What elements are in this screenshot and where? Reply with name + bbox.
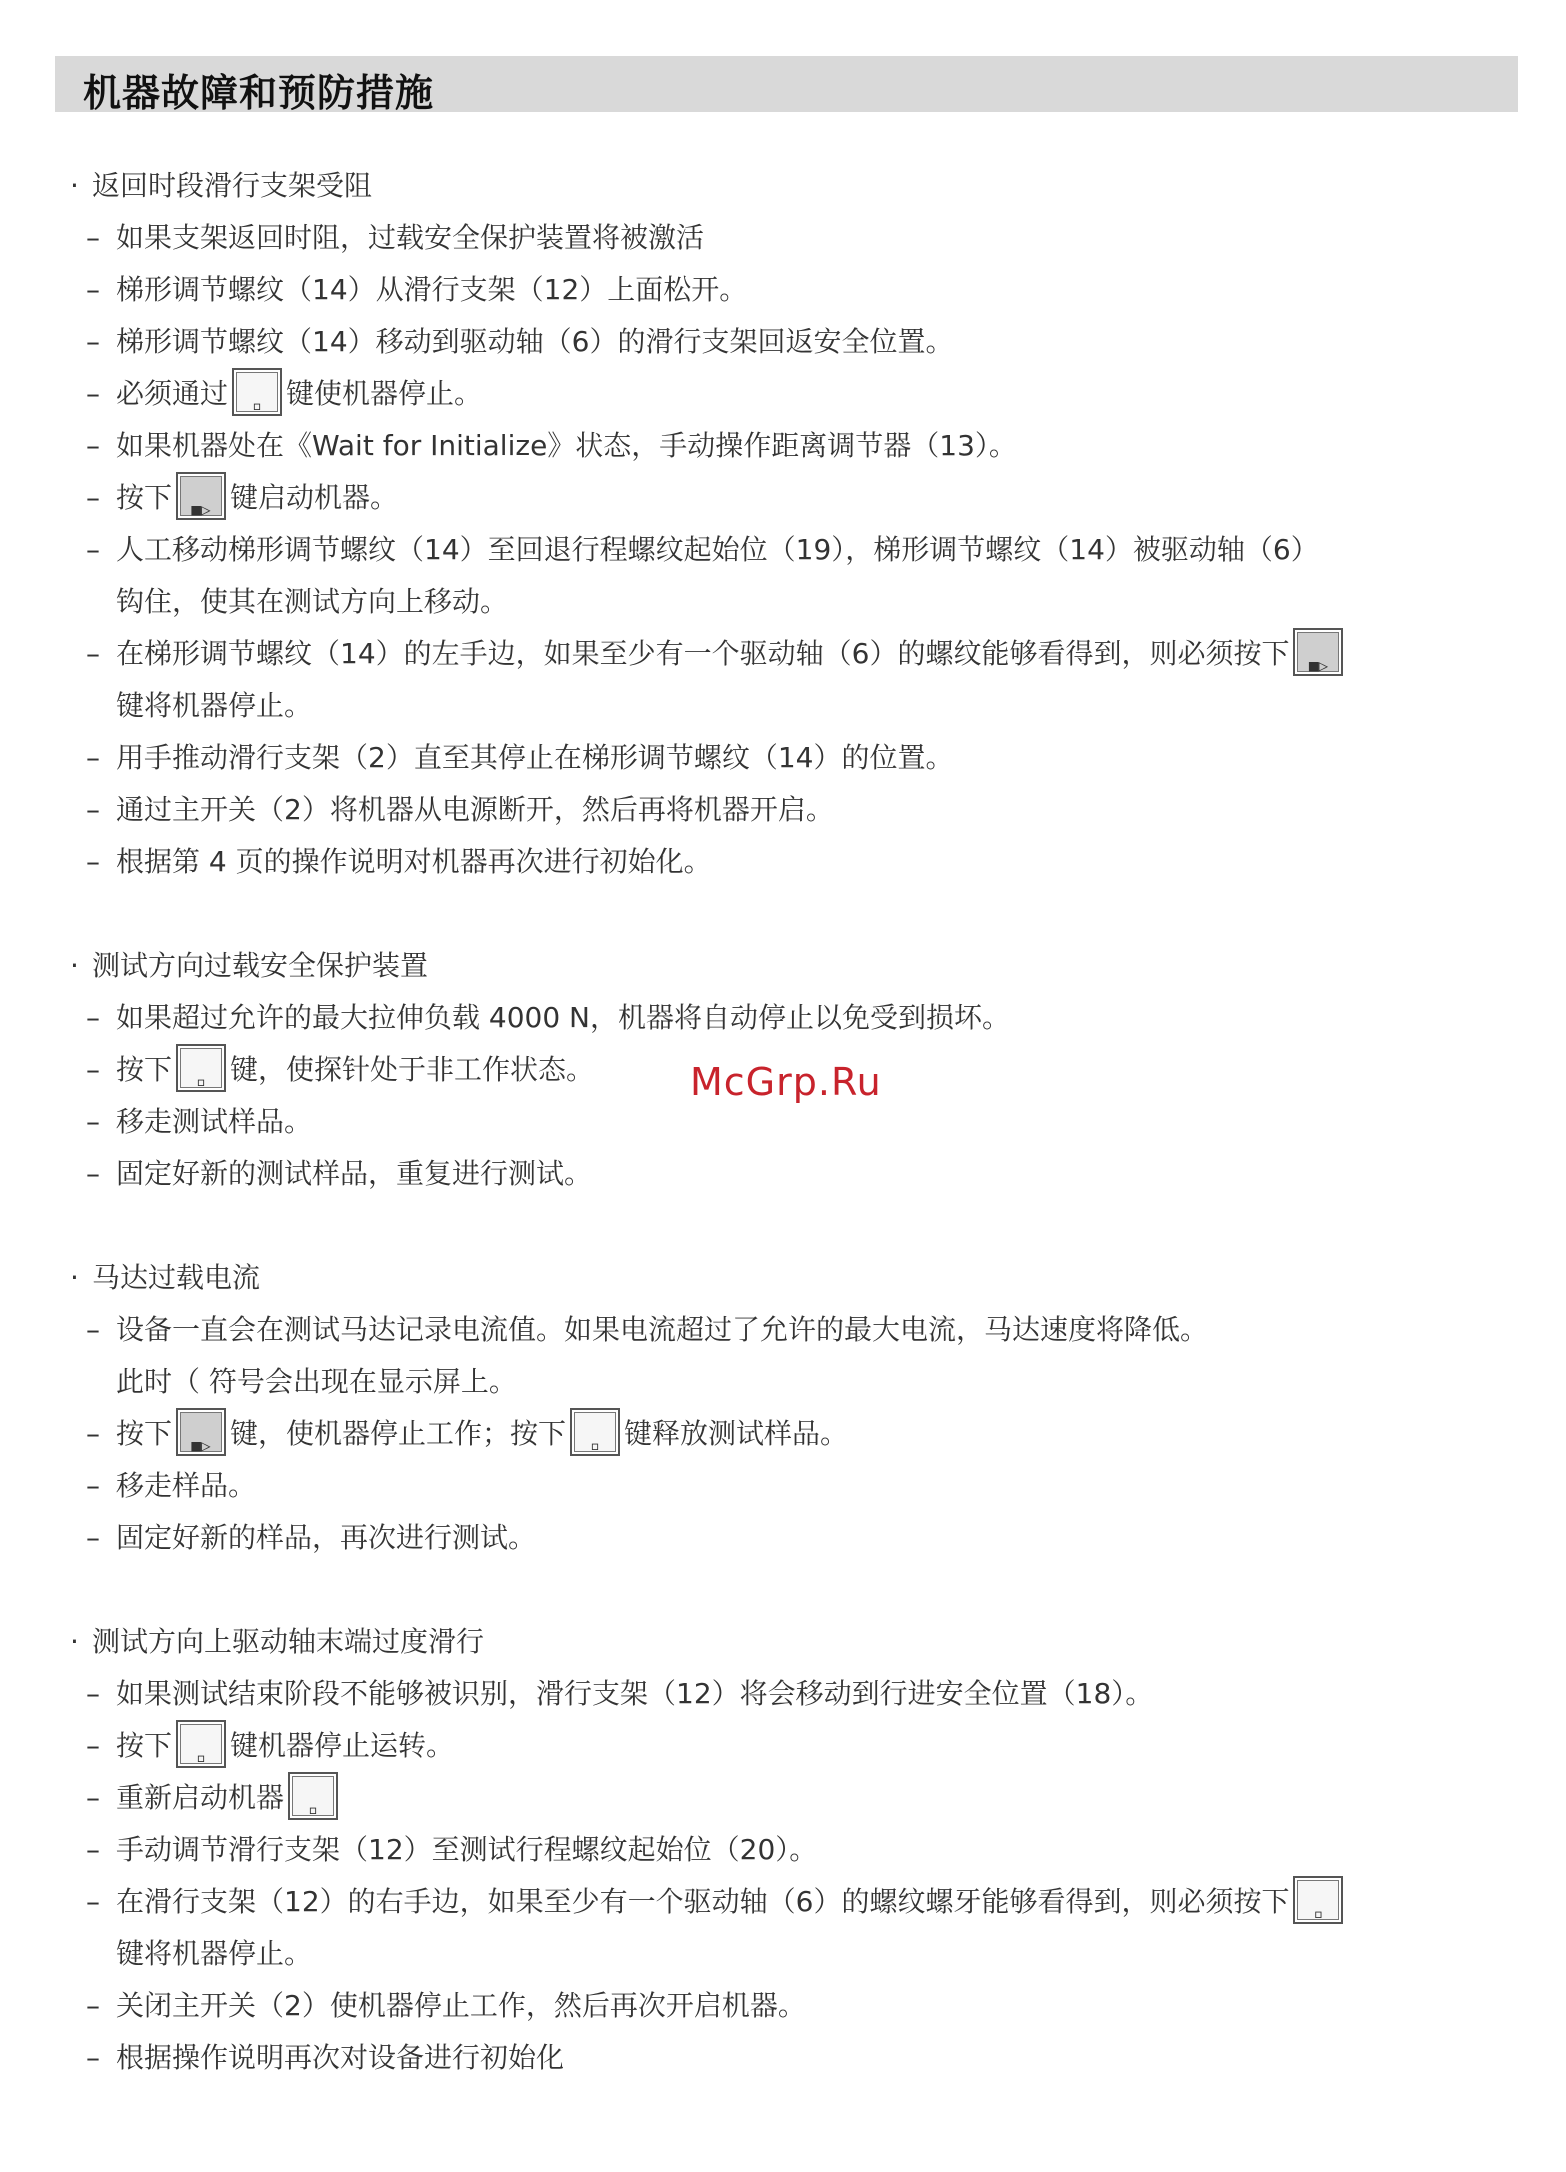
dash-marker: –: [86, 2041, 100, 2074]
list-item: [70, 1304, 1530, 1356]
item-text: 固定好新的样品，再次进行测试。: [116, 1521, 537, 1554]
bullet-dot: ·: [70, 949, 79, 982]
list-item: [70, 1148, 1530, 1200]
item-text: 如果超过允许的最大拉伸负载 4000 N，机器将自动停止以免受到损坏。: [116, 1001, 1011, 1034]
list-item: [70, 1772, 1530, 1824]
dash-marker: –: [86, 1157, 100, 1190]
dash-marker: –: [86, 325, 100, 358]
bullet-dot: ·: [70, 169, 79, 202]
section-heading: [70, 1616, 1530, 1668]
item-text: 手动调节滑行支架（12）至测试行程螺纹起始位（20）。: [116, 1833, 818, 1866]
dash-marker: –: [86, 1885, 100, 1918]
list-item: [70, 1980, 1530, 2032]
start-stop-key-icon: [1293, 628, 1343, 676]
item-text: 按下: [116, 481, 173, 514]
section-heading: [70, 160, 1530, 212]
key-glyph: ▫: [252, 396, 262, 415]
key-glyph: ▫: [196, 1072, 206, 1091]
dash-marker: –: [86, 1833, 100, 1866]
dash-marker: –: [86, 1417, 100, 1450]
key-glyph: ■▷: [191, 1436, 211, 1455]
dash-marker: –: [86, 1105, 100, 1138]
return-key-icon: [288, 1772, 338, 1820]
list-item: [70, 992, 1530, 1044]
item-text: 按下: [116, 1053, 173, 1086]
list-item: [70, 368, 1530, 420]
list-item: [70, 1824, 1530, 1876]
dash-marker: –: [86, 533, 100, 566]
item-text: 在滑行支架（12）的右手边，如果至少有一个驱动轴（6）的螺纹螺牙能够看得到，则必须按下: [116, 1885, 1290, 1918]
item-text: 移走测试样品。: [116, 1105, 313, 1138]
item-text: 用手推动滑行支架（2）直至其停止在梯形调节螺纹（14）的位置。: [116, 741, 954, 774]
item-text: 重新启动机器: [116, 1781, 285, 1814]
bullet-dot: ·: [70, 1625, 79, 1658]
item-text: 键，使机器停止工作；按下: [230, 1417, 567, 1450]
start-stop-key-icon: [176, 472, 226, 520]
section-heading-text: 返回时段滑行支架受阻: [92, 169, 373, 202]
item-text: 键使机器停止。: [286, 377, 483, 410]
item-text: 关闭主开关（2）使机器停止工作，然后再次开启机器。: [116, 1989, 806, 2022]
list-item-continuation: 钩住，使其在测试方向上移动。: [116, 585, 509, 618]
item-text: 人工移动梯形调节螺纹（14）至回退行程螺纹起始位（19），梯形调节螺纹（14）被驱动轴（6）: [116, 533, 1319, 566]
item-text: 键启动机器。: [230, 481, 399, 514]
list-item: [70, 212, 1530, 264]
return-key-icon: [232, 368, 282, 416]
list-item: [70, 1512, 1530, 1564]
dash-marker: –: [86, 429, 100, 462]
section-heading-text: 测试方向上驱动轴末端过度滑行: [92, 1625, 485, 1658]
key-glyph: ▫: [1313, 1904, 1324, 1923]
dash-marker: –: [86, 1781, 100, 1814]
return-key-icon: [176, 1720, 226, 1768]
dash-marker: –: [86, 845, 100, 878]
item-text: 通过主开关（2）将机器从电源断开，然后再将机器开启。: [116, 793, 834, 826]
item-text: 键，使探针处于非工作状态。: [230, 1053, 595, 1086]
list-item: [70, 836, 1530, 888]
dash-marker: –: [86, 221, 100, 254]
section: [70, 160, 1530, 888]
item-text: 按下: [116, 1417, 173, 1450]
dash-marker: –: [86, 481, 100, 514]
bullet-dot: ·: [70, 1261, 79, 1294]
list-item: [70, 472, 1530, 524]
item-text: 如果测试结束阶段不能够被识别，滑行支架（12）将会移动到行进安全位置（18）。: [116, 1677, 1154, 1710]
dash-marker: –: [86, 1521, 100, 1554]
list-item-continuation: 键将机器停止。: [116, 1937, 313, 1970]
dash-marker: –: [86, 377, 100, 410]
section-heading-text: 马达过载电流: [92, 1261, 261, 1294]
list-item: [70, 316, 1530, 368]
key-glyph: ▫: [196, 1748, 206, 1767]
item-text: 如果支架返回时阻，过载安全保护装置将被激活: [116, 221, 705, 254]
section: [70, 1252, 1530, 1564]
start-stop-key-icon: [176, 1408, 226, 1456]
section-heading: [70, 1252, 1530, 1304]
dash-marker: –: [86, 273, 100, 306]
list-item: [70, 1668, 1530, 1720]
list-item: [70, 732, 1530, 784]
list-item-continuation: 此时（ 符号会出现在显示屏上。: [116, 1365, 517, 1398]
list-item: [70, 524, 1530, 576]
dash-marker: –: [86, 793, 100, 826]
list-item: [70, 2032, 1530, 2084]
return-key-icon: [1293, 1876, 1343, 1924]
list-item: [70, 1720, 1530, 1772]
item-text: 如果机器处在《Wait for Initialize》状态，手动操作距离调节器（13）。: [116, 429, 1017, 462]
item-text: 设备一直会在测试马达记录电流值。如果电流超过了允许的最大电流，马达速度将降低。: [116, 1313, 1209, 1346]
page-title: 机器故障和预防措施: [83, 71, 435, 115]
section-heading-text: 测试方向过载安全保护装置: [92, 949, 429, 982]
item-text: 必须通过: [116, 377, 229, 410]
key-glyph: ▫: [590, 1436, 600, 1455]
list-item: [70, 264, 1530, 316]
watermark: McGrp.Ru: [690, 1060, 882, 1104]
item-text: 在梯形调节螺纹（14）的左手边，如果至少有一个驱动轴（6）的螺纹能够看得到，则必须按下: [116, 637, 1290, 670]
dash-marker: –: [86, 1729, 100, 1762]
section: [70, 1616, 1530, 2084]
dash-marker: –: [86, 1469, 100, 1502]
content: [70, 160, 1530, 2136]
list-item: [70, 784, 1530, 836]
dash-marker: –: [86, 1677, 100, 1710]
return-key-icon: [570, 1408, 620, 1456]
item-text: 键释放测试样品。: [624, 1417, 849, 1450]
item-text: 根据第 4 页的操作说明对机器再次进行初始化。: [116, 845, 712, 878]
list-item: [70, 1460, 1530, 1512]
item-text: 移走样品。: [116, 1469, 257, 1502]
dash-marker: –: [86, 637, 100, 670]
list-item: [70, 1876, 1530, 1928]
item-text: 根据操作说明再次对设备进行初始化: [116, 2041, 565, 2074]
key-glyph: ▫: [308, 1800, 318, 1819]
section-heading: [70, 940, 1530, 992]
dash-marker: –: [86, 741, 100, 774]
key-glyph: ■▷: [191, 500, 211, 519]
dash-marker: –: [86, 1001, 100, 1034]
list-item-continuation: 键将机器停止。: [116, 689, 313, 722]
list-item: [70, 628, 1530, 680]
list-item: [70, 420, 1530, 472]
item-text: 按下: [116, 1729, 173, 1762]
return-key-icon: [176, 1044, 226, 1092]
item-text: 键机器停止运转。: [230, 1729, 455, 1762]
item-text: 固定好新的测试样品，重复进行测试。: [116, 1157, 593, 1190]
key-glyph: ■▷: [1308, 656, 1329, 675]
item-text: 梯形调节螺纹（14）移动到驱动轴（6）的滑行支架回返安全位置。: [116, 325, 954, 358]
dash-marker: –: [86, 1053, 100, 1086]
title-bar: [55, 56, 1518, 115]
item-text: 梯形调节螺纹（14）从滑行支架（12）上面松开。: [116, 273, 748, 306]
dash-marker: –: [86, 1313, 100, 1346]
list-item: [70, 1408, 1530, 1460]
dash-marker: –: [86, 1989, 100, 2022]
